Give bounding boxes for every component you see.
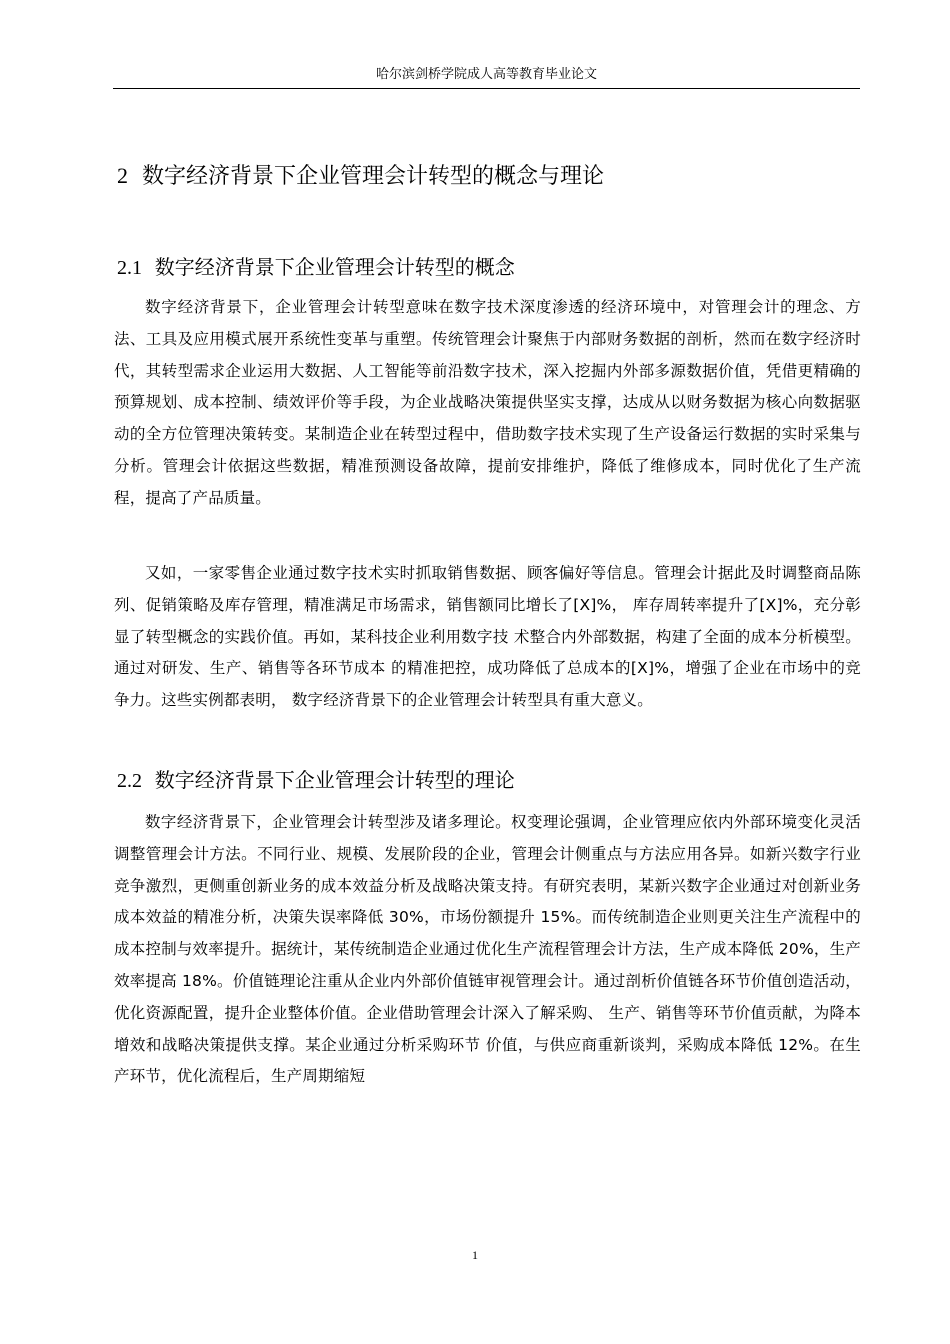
header-text: 哈尔滨剑桥学院成人高等教育毕业论文 bbox=[375, 67, 597, 82]
chapter-title-text: 数字经济背景下企业管理会计转型的概念与理论 bbox=[142, 164, 605, 189]
body-paragraph: 数字经济背景下，企业管理会计转型涉及诸多理论。权变理论强调，企业管理应依内外部环境变化灵活调整管理会计方法。不同行业、规模、发展阶段的企业，管理会计侧重点与方法应用各异。如新兴数字行业竞争激烈，更侧重创新业务的成本效益分析及战略决策支持。有研究表明，某新兴数字企业通过对创新业务成本效益的精准分析，决策失误率降低 30%，市场份额提升 15%。而传统制造企业则更关注生产流程中的成本控制与效率提升。据统计，某传统制造企业通过优化生产流程管理会计方法，生产成本降低 20%，生产效率提高 18%。价值链理论注重从企业内外部价值链审视管理会计。通过剖析价值链各环节价值创造活动，优化资源配置，提升企业整体价值。企业借助管理会计深入了解采购、 生产、销售等环节价值贡献，为降本增效和战略决策提供支撑。某企业通过分析采购环节 价值，与供应商重新谈判，采购成本降低 12%。在生产环节，优化流程后，生产周期缩短 bbox=[114, 813, 861, 1086]
page-number: 1 bbox=[472, 1248, 478, 1262]
section-title-text: 数字经济背景下企业管理会计转型的概念 bbox=[154, 255, 515, 279]
page-header bbox=[113, 66, 860, 89]
section-title-2-2 bbox=[117, 765, 857, 796]
section-number: 2.1 bbox=[117, 257, 142, 279]
section-title-2-1 bbox=[117, 252, 857, 283]
chapter-title bbox=[117, 160, 857, 193]
section-number: 2.2 bbox=[117, 770, 142, 792]
body-paragraph: 又如，一家零售企业通过数字技术实时抓取销售数据、顾客偏好等信息。管理会计据此及时调整商品陈列、促销策略及库存管理，精准满足市场需求，销售额同比增长了[X]%， 库存周转率提升了[X]%，充分彰显了转型概念的实践价值。再如，某科技企业利用数字技 术整合内外部数据，构建了全面的成本分析模型。通过对研发、生产、销售等各环节成本 的精准把控，成功降低了总成本的[X]%，增强了企业在市场中的竞争力。这些实例都表明， 数字经济背景下的企业管理会计转型具有重大意义。 bbox=[114, 564, 861, 710]
body-paragraph: 数字经济背景下，企业管理会计转型意味在数字技术深度渗透的经济环境中，对管理会计的理念、方法、工具及应用模式展开系统性变革与重塑。传统管理会计聚焦于内部财务数据的剖析，然而在数字经济时代，其转型需求企业运用大数据、人工智能等前沿数字技术，深入挖掘内外部多源数据价值，凭借更精确的预算规划、成本控制、绩效评价等手段，为企业战略决策提供坚实支撑，达成从以财务数据为核心向数据驱动的全方位管理决策转变。某制造企业在转型过程中，借助数字技术实现了生产设备运行数据的实时采集与分析。管理会计依据这些数据，精准预测设备故障，提前安排维护，降低了维修成本，同时优化了生产流程，提高了产品质量。 bbox=[114, 298, 861, 507]
section-title-text: 数字经济背景下企业管理会计转型的理论 bbox=[154, 768, 515, 792]
chapter-number: 2 bbox=[117, 163, 128, 188]
